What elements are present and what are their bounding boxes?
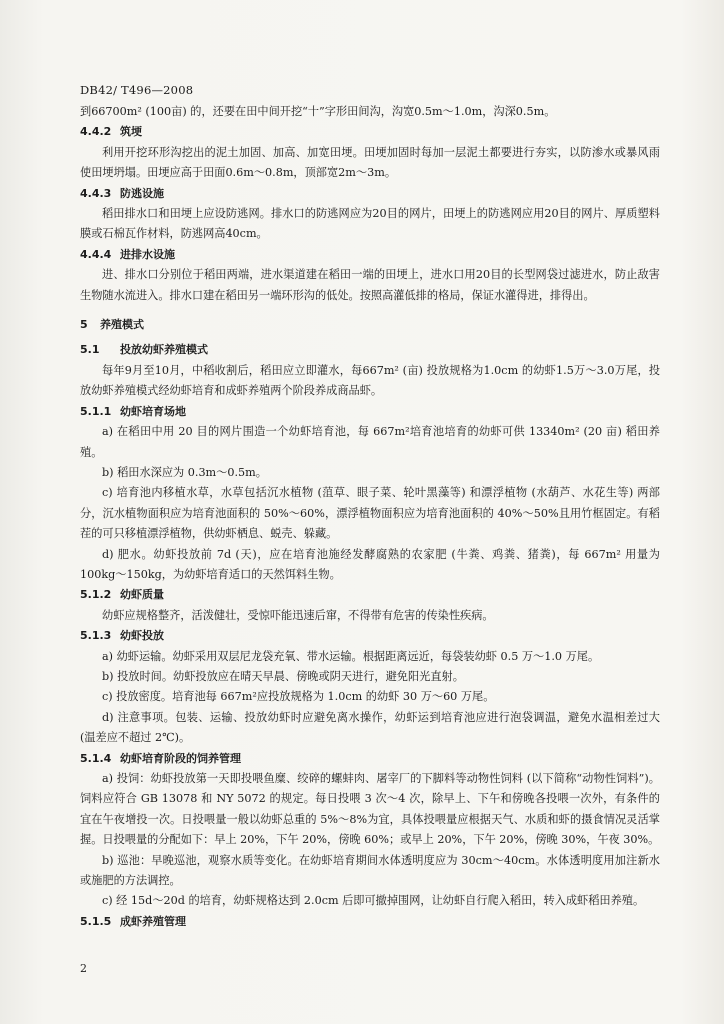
list-item: c) 培育池内移植水草，水草包括沉水植物 (菹草、眼子菜、轮叶黑藻等) 和漂浮植物 (水葫芦、水花生等) 两部分，沉水植物面积应为培育池面积的 50%～60%，漂浮植物面积应为培育池面积的 40%～50%且用竹框固定。有稻茬的可只移植漂浮植物，供幼虾栖息、蜕壳、躲藏。 (80, 486, 660, 541)
section-5-1-text: 每年9月至10月，中稻收割后，稻田应立即灌水，每667m² (亩) 投放规格为1.0cm 的幼虾1.5万～3.0万尾，投放幼虾养殖模式经幼虾培育和成虾养殖两个阶段养成商品虾。 (80, 363, 660, 398)
list-item: b) 巡池：早晚巡池，观察水质等变化。在幼虾培育期间水体透明度应为 30cm～40cm。水体透明度用加注新水或施肥的方法调控。 (80, 853, 660, 888)
section-5-1-4-heading: 5.1.4 幼虾培育阶段的饲养管理 (80, 751, 241, 765)
list-item: d) 肥水。幼虾投放前 7d (天)，应在培育池施经发酵腐熟的农家肥 (牛粪、鸡粪、猪粪)，每 667m² 用量为 100kg～150kg，为幼虾培育适口的天然饵料生物。 (80, 547, 660, 581)
section-5-1-1-heading: 5.1.1 幼虾培育场地 (80, 404, 186, 418)
section-4-4-4-heading: 4.4.4 进排水设施 (80, 247, 175, 261)
intro-line: 到66700m² (100亩) 的，还要在田中间开挖“十”字形田间沟，沟宽0.5m～1.0m，沟深0.5m。 (80, 105, 556, 118)
list-item: a) 投饲：幼虾投放第一天即投喂鱼糜、绞碎的螺蚌肉、屠宰厂的下脚料等动物性饲料 (以下简称“动物性饲料”)。饲料应符合 GB 13078 和 NY 5072 的规定。每日投喂 3 次～4 次，除早上、下午和傍晚各投喂一次外，有条件的宜在午夜增投一次。日投喂量一般以幼虾总重的 5%～8%为宜，具体投喂量应根据天气、水质和虾的摄食情况灵活掌握。日投喂量的分配如下：早上 20%，下午 20%，傍晚 60%；或早上 20%，下午 20%，傍晚 30%，午夜 30%。 (80, 772, 660, 847)
list-item: b) 投放时间。幼虾投放应在晴天早晨、傍晚或阴天进行，避免阳光直射。 (102, 669, 464, 683)
list-item: a) 在稻田中用 20 目的网片围造一个幼虾培育池，每 667m²培育池培育的幼虾可供 13340m² (20 亩) 稻田养殖。 (80, 425, 660, 459)
document-body (80, 102, 660, 932)
list-item: a) 幼虾运输。幼虾采用双层尼龙袋充氧、带水运输。根据距离远近，每袋装幼虾 0.5 万～1.0 万尾。 (102, 649, 600, 663)
section-5-1-5-heading: 5.1.5 成虾养殖管理 (80, 914, 186, 928)
list-item: c) 投放密度。培育池每 667m²应投放规格为 1.0cm 的幼虾 30 万～60 万尾。 (102, 690, 495, 704)
list-item: d) 注意事项。包装、运输、投放幼虾时应避免离水操作，幼虾运到培育池应进行泡袋调温，避免水温相差过大 (温差应不超过 2℃)。 (80, 710, 660, 745)
page-number: 2 (80, 962, 87, 975)
section-5-heading: 5 养殖模式 (80, 318, 144, 332)
list-item: c) 经 15d～20d 的培育，幼虾规格达到 2.0cm 后即可撤掉围网，让幼虾自行爬入稻田，转入成虾稻田养殖。 (102, 894, 645, 908)
section-4-4-2-text: 利用开挖环形沟挖出的泥土加固、加高、加宽田埂。田埂加固时每加一层泥土都要进行夯实，以防渗水或暴风雨使田埂坍塌。田埂应高于田面0.6m～0.8m，顶部宽2m～3m。 (80, 145, 660, 180)
section-4-4-3-heading: 4.4.3 防逃设施 (80, 186, 164, 200)
section-4-4-2-heading: 4.4.2 筑埂 (80, 125, 142, 139)
list-item: b) 稻田水深应为 0.3m～0.5m。 (102, 465, 267, 479)
section-4-4-4-text: 进、排水口分别位于稻田两端，进水渠道建在稻田一端的田埂上，进水口用20目的长型网袋过滤进水，防止敌害生物随水流进入。排水口建在稻田另一端环形沟的低处。按照高灌低排的格局，保证水灌得进，排得出。 (80, 268, 660, 302)
section-5-1-2-text: 幼虾应规格整齐，活泼健壮，受惊吓能迅速后窜，不得带有危害的传染性疾病。 (102, 608, 494, 622)
document-code-header: DB42/ T496—2008 (80, 83, 194, 97)
section-5-1-heading: 5.1 投放幼虾养殖模式 (80, 343, 208, 357)
section-5-1-3-heading: 5.1.3 幼虾投放 (80, 629, 164, 643)
section-5-1-2-heading: 5.1.2 幼虾质量 (80, 588, 164, 602)
section-4-4-3-text: 稻田排水口和田埂上应设防逃网。排水口的防逃网应为20目的网片，田埂上的防逃网应用20目的网片、厚质塑料膜或石棉瓦作材料，防逃网高40cm。 (80, 207, 660, 241)
